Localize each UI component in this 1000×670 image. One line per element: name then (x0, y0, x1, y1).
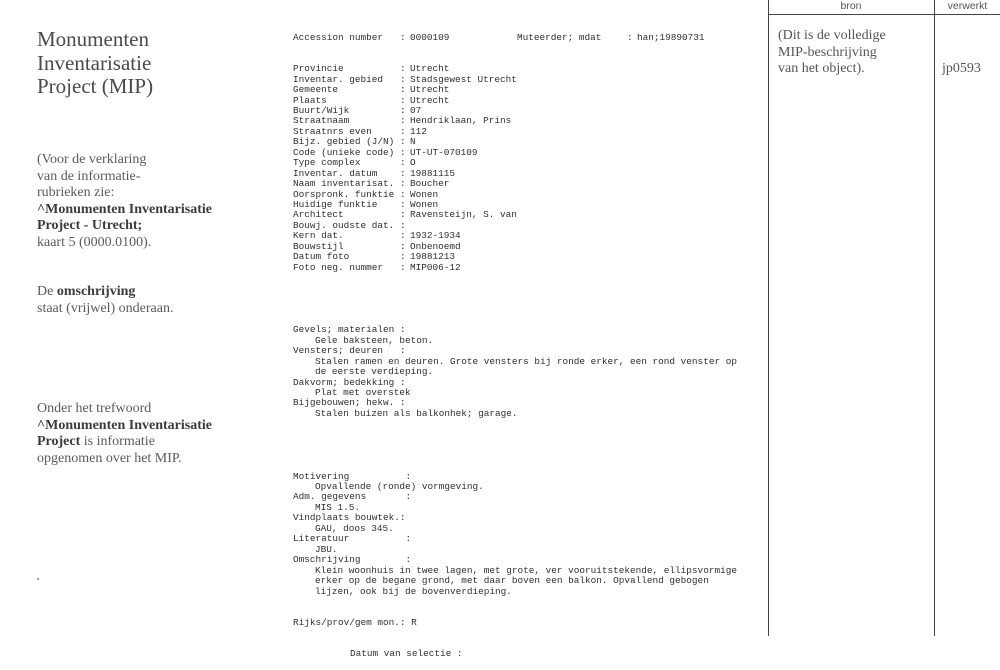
section-text: GAU, doos 345. (315, 522, 394, 534)
field-value: Ravensteijn, S. van (410, 209, 517, 221)
section-title: Dakvorm; bedekking : (293, 376, 406, 388)
field-row: Bijz. gebied (J/N) : N (293, 136, 416, 148)
field-row: Naam inventarisat. : Boucher (293, 178, 450, 190)
section-title: Literatuur : (293, 533, 412, 545)
field-value: Onbenoemd (410, 240, 461, 252)
section-text: Plat met overstek (315, 386, 411, 398)
field-label: Buurt/Wijk (293, 105, 350, 116)
field-label: Bouwstijl (293, 240, 344, 252)
field-label: Inventar. gebied (293, 73, 384, 85)
record-sections-admin (293, 472, 737, 597)
source-columns (768, 0, 1000, 636)
bron-line: MIP-beschrijving (778, 44, 877, 60)
field-value: han;19890731 (637, 31, 705, 43)
field-row: Huidige funktie : Wonen (293, 198, 439, 210)
section-title: Vindplaats bouwtek.: (293, 512, 406, 524)
stray-mark (37, 578, 39, 580)
field-row: Straatnaam : Hendriklaan, Prins (293, 115, 512, 127)
field-row: Straatnrs even : 112 (293, 125, 427, 137)
field-row: Type complex : O (293, 157, 416, 169)
field-row: Gemeente : Utrecht (293, 84, 450, 96)
sidebar-note-explanation (37, 152, 257, 251)
field-label: Type complex (293, 157, 361, 169)
left-sidebar (37, 27, 257, 466)
note-line: kaart 5 (0000.0100). (37, 234, 152, 250)
section-text: Stalen buizen als balkonhek; garage. (315, 407, 518, 419)
field-row: Bouwstijl : Onbenoemd (293, 240, 461, 252)
field-label: Plaats (293, 94, 327, 106)
record-footer-selection: Datum van selectie : (350, 648, 463, 660)
verwerkt-header: verwerkt (947, 0, 988, 12)
mip-record (293, 12, 737, 670)
field-value: Wonen (410, 188, 439, 200)
bron-line: (Dit is de volledige (778, 28, 886, 43)
field-value: 19881115 (410, 167, 456, 179)
note-line: van de informatie- (37, 168, 141, 184)
field-row: Plaats : Utrecht (293, 94, 450, 106)
field-label: Muteerder; mdat (517, 31, 602, 43)
section-title: Motivering : (293, 470, 412, 482)
verwerkt-code: jp0593 (942, 61, 981, 76)
field-row: Code (unieke code) : UT-UT-070109 (293, 146, 478, 158)
note-text: De (37, 284, 57, 299)
note-bold-reference: Project - Utrecht; (37, 218, 143, 233)
section-title: Adm. gegevens : (293, 491, 412, 503)
field-label: Gemeente (293, 84, 339, 96)
field-value: 0000109 (410, 31, 450, 43)
field-value: Wonen (410, 198, 439, 210)
field-row: Inventar. gebied : Stadsgewest Utrecht (293, 73, 517, 85)
sidebar-title (37, 28, 257, 99)
field-row: Bouwj. oudste dat. : (293, 219, 406, 231)
field-row: Provincie : Utrecht (293, 63, 450, 75)
section-text: erker op de begane grond, met daar boven een balkon. Opvallend gebogen (315, 575, 709, 587)
note-bold-keyword: Project (37, 434, 81, 449)
note-line: staat (vrijwel) onderaan. (37, 300, 174, 316)
field-row: Kern dat. : 1932-1934 (293, 230, 461, 242)
section-text: lijzen, ook bij de bovenverdieping. (315, 585, 512, 597)
field-label: Code (unieke code) (293, 146, 395, 158)
field-value: Utrecht (410, 94, 450, 106)
field-label: Huidige funktie (293, 198, 378, 210)
field-value: 1932-1934 (410, 230, 461, 242)
field-label: Straatnaam (293, 115, 350, 127)
note-line: (Voor de verklaring (37, 152, 147, 167)
title-line: Project (MIP) (37, 74, 154, 98)
section-text: JBU. (315, 543, 338, 555)
note-bold: omschrijving (56, 284, 136, 299)
bron-line: van het object). (778, 61, 865, 76)
field-label: Datum foto (293, 251, 350, 263)
field-row: Architect : Ravensteijn, S. van (293, 209, 517, 221)
section-title: Vensters; deuren : (293, 345, 406, 357)
record-footer-monument: Rijks/prov/gem mon.: R (293, 616, 417, 628)
section-text: Stalen ramen en deuren. Grote vensters bij ronde erker, een rond venster op (315, 355, 737, 367)
field-value: 07 (410, 105, 422, 116)
field-label: Foto neg. nummer (293, 261, 384, 273)
note-line: Onder het trefwoord (37, 401, 152, 416)
field-label: Inventar. datum (293, 167, 378, 179)
field-value: 112 (410, 125, 427, 137)
section-title: Gevels; materialen : (293, 324, 406, 336)
section-text: MIS 1.5. (315, 501, 361, 513)
field-value: Utrecht (410, 84, 450, 96)
field-value: N (410, 136, 416, 148)
field-value: Boucher (410, 178, 450, 190)
bron-note (778, 28, 928, 78)
field-value: MIP006-12 (410, 261, 461, 273)
field-label: Kern dat. (293, 230, 344, 242)
note-bold-keyword: ^Monumenten Inventarisatie (37, 417, 212, 433)
field-row: Buurt/Wijk : 07 (293, 105, 422, 116)
field-value: Stadsgewest Utrecht (410, 73, 517, 85)
field-value: Utrecht (410, 63, 450, 75)
bron-header: bron (840, 0, 862, 12)
record-header-row: Accession number : 0000109 Muteerder; mdat : han;19890731 (293, 31, 705, 43)
title-line: Monumenten (37, 27, 149, 51)
section-text: Opvallende (ronde) vormgeving. (315, 481, 484, 493)
note-line: opgenomen over het MIP. (37, 450, 182, 466)
field-label: Oorspronk. funktie (293, 188, 395, 200)
section-title: Bijgebouwen; hekw. : (293, 397, 406, 409)
field-row: Inventar. datum : 19881115 (293, 167, 456, 179)
field-label: Bouwj. oudste dat. (293, 219, 395, 231)
field-value: UT-UT-070109 (410, 146, 478, 158)
section-text: de eerste verdieping. (315, 366, 434, 378)
record-fields (293, 64, 737, 273)
note-text: is informatie (80, 434, 155, 449)
field-row: Oorspronk. funktie : Wonen (293, 188, 439, 200)
field-label: Naam inventarisat. (293, 178, 395, 190)
sidebar-note-keyword (37, 401, 257, 467)
field-label: Bijz. gebied (J/N) (293, 136, 395, 148)
field-value: 19881213 (410, 251, 456, 263)
field-label: Architect (293, 209, 344, 221)
field-label: Provincie (293, 63, 344, 75)
field-label: Accession number (293, 31, 384, 43)
field-label: Straatnrs even (293, 125, 372, 137)
section-text: Klein woonhuis in twee lagen, met grote, ver vooruitstekende, ellipsvormige (315, 564, 737, 576)
column-divider (768, 0, 769, 636)
column-divider (934, 0, 935, 636)
field-row: Foto neg. nummer : MIP006-12 (293, 261, 461, 273)
sidebar-note-description (37, 284, 257, 317)
section-text: Gele baksteen, beton. (315, 334, 434, 346)
record-sections-building (293, 325, 737, 419)
title-line: Inventarisatie (37, 50, 152, 75)
field-value: Hendriklaan, Prins (410, 115, 512, 127)
header-rule (768, 14, 1000, 15)
field-value: O (410, 157, 416, 169)
note-bold-reference: ^Monumenten Inventarisatie (37, 201, 212, 217)
note-line: rubrieken zie: (37, 185, 115, 200)
field-row: Datum foto : 19881213 (293, 251, 456, 263)
section-title: Omschrijving : (293, 554, 412, 566)
